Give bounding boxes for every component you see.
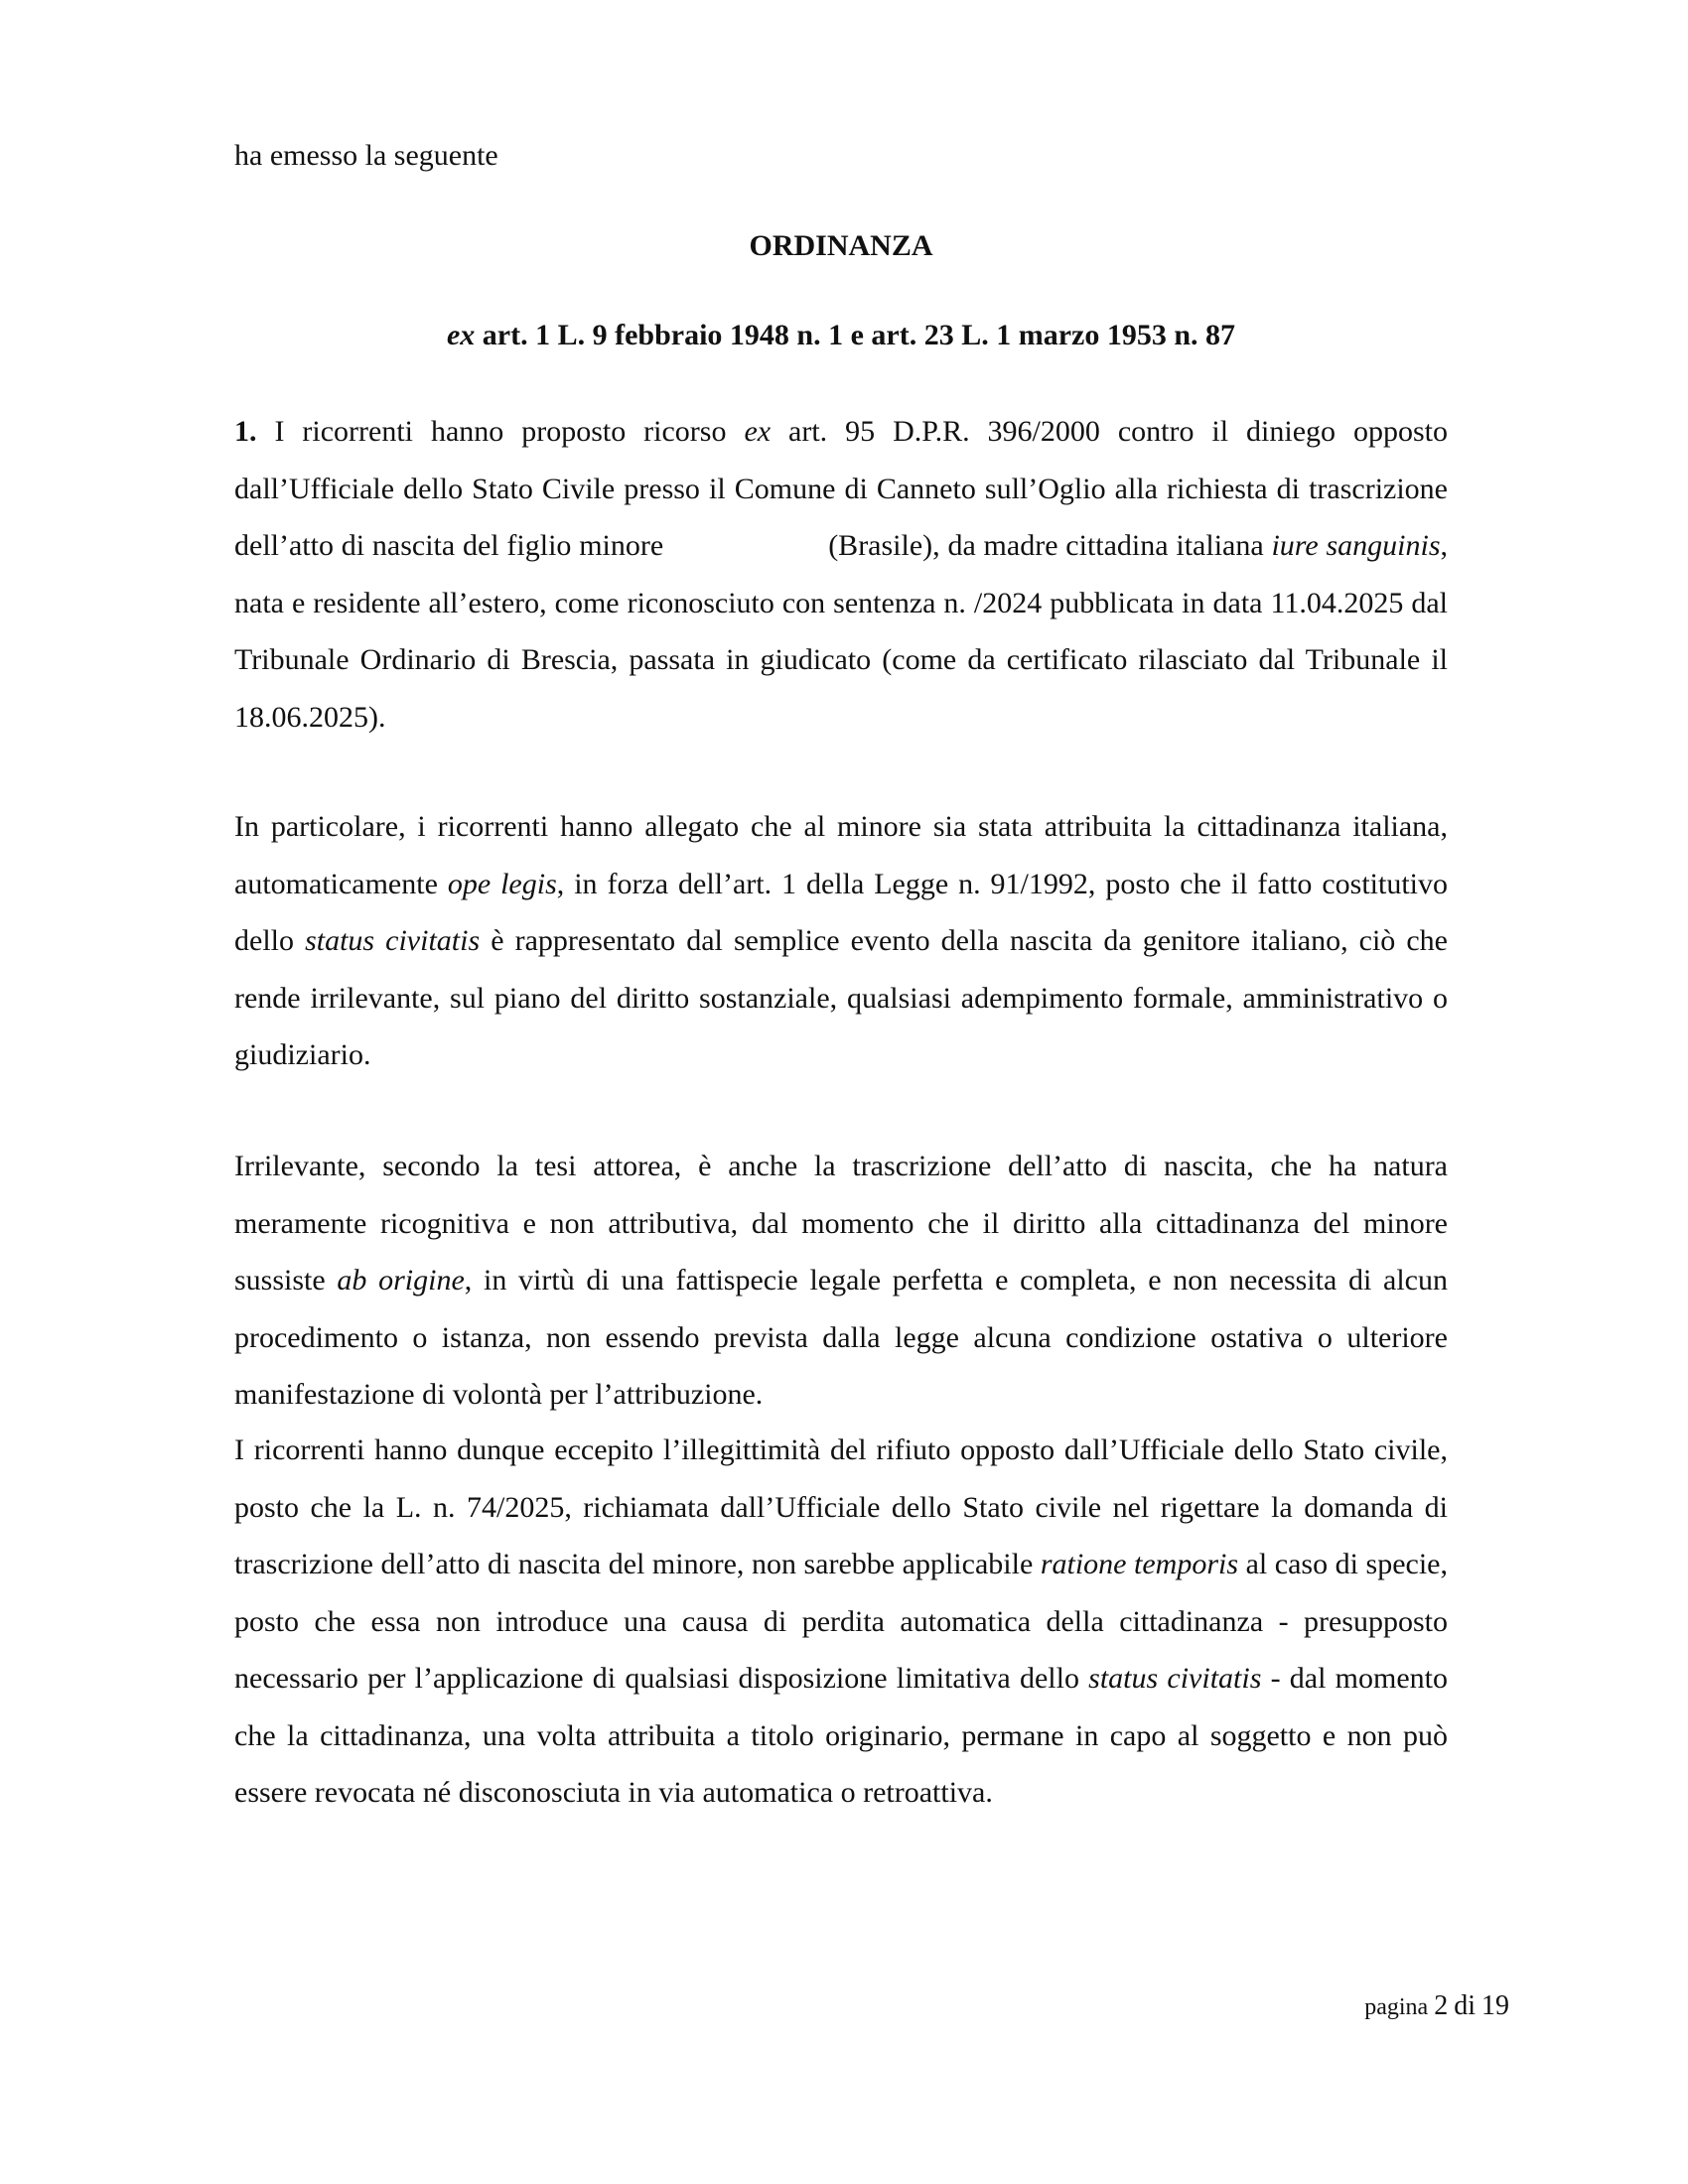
subtitle-ex: ex (446, 319, 476, 351)
paragraph-3 (234, 1138, 1448, 1424)
footer-total-pages: 19 (1481, 1990, 1509, 2021)
paragraph-text: Irrilevante, secondo la tesi attorea, è anche la trascrizione dell’atto di nascita, che ha natura meramente ricognitiva e non attributiva, dal momento che il diritto alla cittadinanza del minore sussiste (234, 1150, 1448, 1297)
paragraph-italic: ex (744, 415, 772, 448)
paragraph-text: - dal momento che la cittadinanza, una volta attribuita a titolo originario, permane in capo al soggetto e non può essere revocata né disconosciuta in via automatica o retroattiva. (234, 1662, 1448, 1809)
paragraph-text: è rappresentato dal semplice evento della nascita da genitore italiano, ciò che rende irrilevante, sul piano del diritto sostanziale, qualsiasi adempimento formale, amministrativo o giudiziario. (234, 924, 1448, 1071)
paragraph-text: (Brasile), da madre cittadina italiana (828, 529, 1272, 562)
paragraph-text: In particolare, i ricorrenti hanno allegato che al minore sia stata attribuita la cittadinanza italiana, automaticamente (234, 810, 1448, 900)
paragraph-italic: ab origine (337, 1264, 465, 1297)
paragraph-text: , in forza dell’art. 1 della Legge n. 91/1992, posto che il fatto costitutivo dello (234, 867, 1449, 957)
paragraph-italic: ratione temporis (1040, 1548, 1239, 1580)
paragraph-italic: status civitatis (1088, 1662, 1262, 1695)
footer-page-number: 2 (1434, 1990, 1449, 2021)
paragraph-text: I ricorrenti hanno proposto ricorso (256, 415, 745, 448)
paragraph-text: al caso di specie, posto che essa non introduce una causa di perdita automatica della cittadinanza - presupposto necessario per l’applicazione di qualsiasi disposizione limitativa dello (234, 1548, 1448, 1695)
paragraph-italic: ope legis (447, 867, 557, 900)
paragraph-4 (234, 1422, 1448, 1822)
paragraph-2 (234, 798, 1448, 1084)
paragraph-1 (234, 403, 1448, 746)
paragraph-text: , nata e residente all’estero, come riconosciuto con sentenza n. /2024 pubblicata in data 11.04.2025 dal Tribunale Ordinario di Brescia, passata in giudicato (come da certificato rilasciato dal Tribunale il 18.06.2025). (234, 529, 1448, 734)
document-title: ORDINANZA (749, 229, 933, 262)
paragraph-text: art. 95 D.P.R. 396/2000 contro il diniego opposto dall’Ufficiale dello Stato Civile presso il Comune di Canneto sull’Oglio alla richiesta di trascrizione dell’atto di nascita del figlio minore (234, 415, 1449, 562)
opening-line: ha emesso la seguente (234, 139, 498, 172)
footer-of: di (1454, 1990, 1476, 2021)
paragraph-italic: status civitatis (305, 924, 481, 957)
paragraph-number: 1. (234, 415, 257, 448)
page-footer (1364, 1991, 1509, 2022)
footer-label: pagina (1364, 1994, 1429, 2020)
subtitle-rest: art. 1 L. 9 febbraio 1948 n. 1 e art. 23 L. 1 marzo 1953 n. 87 (475, 319, 1236, 351)
paragraph-italic: iure sanguinis (1271, 529, 1441, 562)
paragraph-text: I ricorrenti hanno dunque eccepito l’illegittimità del rifiuto opposto dall’Ufficiale dello Stato civile, posto che la L. n. 74/2025, richiamata dall’Ufficiale dello Stato civile nel rigettare la domanda di trascrizione dell’atto di nascita del minore, non sarebbe applicabile (234, 1433, 1448, 1580)
document-page (234, 127, 1449, 1809)
paragraph-text: , in virtù di una fattispecie legale perfetta e completa, e non necessita di alcun procedimento o istanza, non essendo prevista dalla legge alcuna condizione ostativa o ulteriore manifestazione di volontà per l’attribuzione. (234, 1264, 1448, 1411)
document-subtitle (234, 316, 1448, 355)
